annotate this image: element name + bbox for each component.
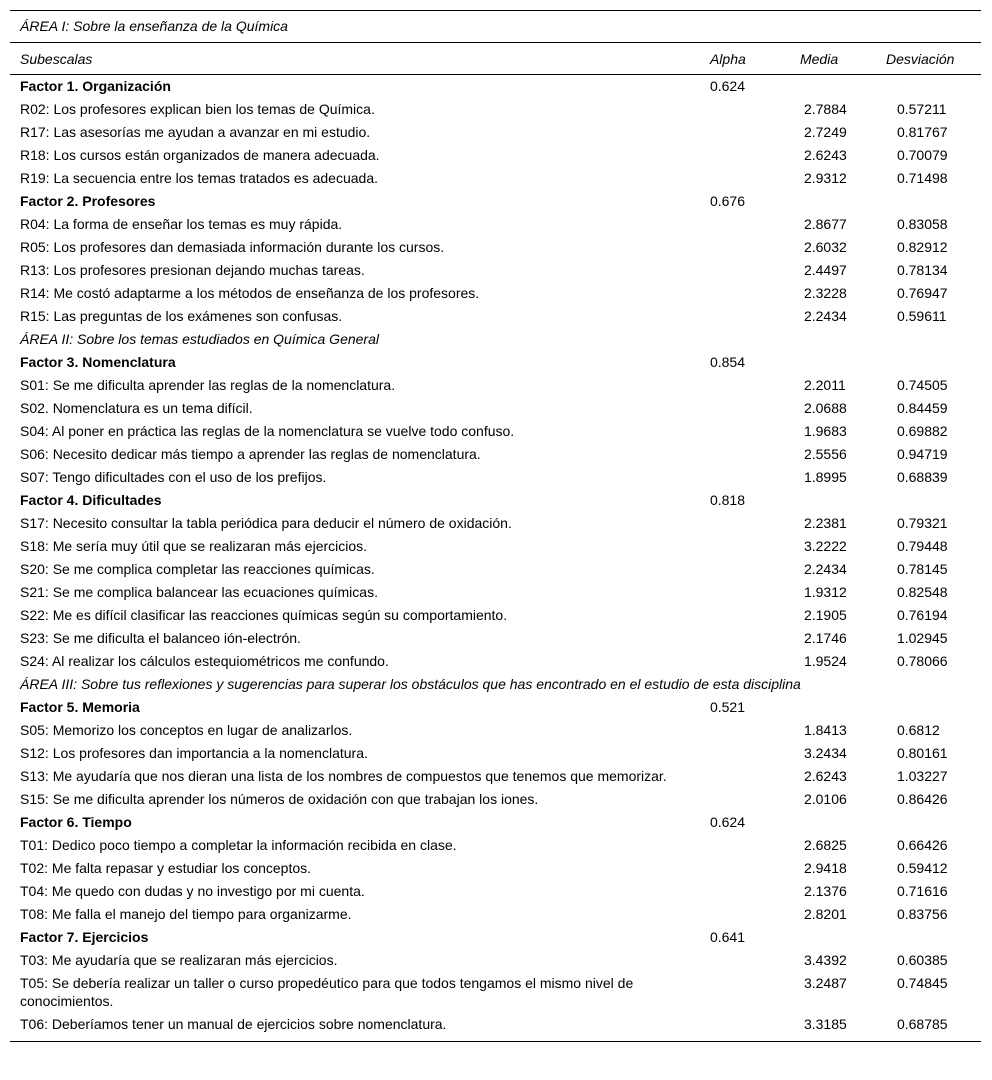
item-row [10, 535, 981, 558]
desv-value [886, 190, 981, 213]
factor-row [10, 811, 981, 834]
desv-value: 0.78145 [896, 561, 948, 577]
item-row [10, 650, 981, 673]
media-value: 2.2381 [803, 515, 847, 531]
item-row [10, 903, 981, 926]
desv-value: 0.86426 [896, 791, 948, 807]
alpha-value [710, 788, 800, 811]
alpha-value [710, 443, 800, 466]
alpha-value [710, 167, 800, 190]
desv-value: 0.94719 [896, 446, 948, 462]
desv-value [886, 926, 981, 949]
table-title: ÁREA I: Sobre la enseñanza de la Química [10, 11, 981, 43]
item-row [10, 765, 981, 788]
media-value [800, 489, 886, 512]
factor-row [10, 351, 981, 374]
media-value: 3.2434 [803, 745, 847, 761]
alpha-value [710, 535, 800, 558]
desv-value: 0.79321 [896, 515, 948, 531]
item-label: S13: Me ayudaría que nos dieran una lista de los nombres de compuestos que tenemos que memorizar. [20, 768, 667, 784]
item-row [10, 558, 981, 581]
desv-value: 0.70079 [896, 147, 948, 163]
media-value: 1.9524 [803, 653, 847, 669]
desv-value: 0.68785 [886, 1013, 981, 1042]
media-value: 2.6243 [803, 147, 847, 163]
alpha-value [710, 98, 800, 121]
desv-value: 1.02945 [896, 630, 948, 646]
desv-value: 0.78134 [896, 262, 948, 278]
alpha-value [710, 374, 800, 397]
alpha-value [710, 121, 800, 144]
factor-row [10, 489, 981, 512]
alpha-value [710, 834, 800, 857]
desv-value: 0.82548 [896, 584, 948, 600]
item-label: R18: Los cursos están organizados de manera adecuada. [20, 147, 380, 163]
item-row [10, 259, 981, 282]
media-value [800, 351, 886, 374]
desv-value: 0.66426 [896, 837, 948, 853]
media-value: 2.7884 [803, 101, 847, 117]
alpha-value [710, 558, 800, 581]
desv-value: 0.84459 [896, 400, 948, 416]
media-value: 2.6243 [803, 768, 847, 784]
factor-row [10, 190, 981, 213]
item-row [10, 236, 981, 259]
media-value: 2.9312 [803, 170, 847, 186]
desv-value: 0.78066 [896, 653, 948, 669]
media-value: 2.2011 [803, 377, 846, 393]
item-label: S20: Se me complica completar las reacciones químicas. [20, 561, 375, 577]
alpha-value [710, 903, 800, 926]
alpha-value: 0.624 [709, 814, 746, 830]
item-label: S24: Al realizar los cálculos estequiométricos me confundo. [20, 653, 389, 669]
item-label: S12: Los profesores dan importancia a la nomenclatura. [20, 745, 368, 761]
item-row [10, 420, 981, 443]
item-label: T06: Deberíamos tener un manual de ejercicios sobre nomenclatura. [10, 1013, 710, 1042]
media-value: 1.9683 [803, 423, 847, 439]
item-label: T03: Me ayudaría que se realizaran más ejercicios. [20, 952, 338, 968]
alpha-value [710, 650, 800, 673]
media-value [800, 811, 886, 834]
desv-value: 0.80161 [896, 745, 948, 761]
header-media: Media [800, 43, 886, 75]
item-label: T04: Me quedo con dudas y no investigo por mi cuenta. [20, 883, 365, 899]
alpha-value [710, 857, 800, 880]
desv-value: 0.6812 [896, 722, 940, 738]
media-value: 3.3185 [800, 1013, 886, 1042]
alpha-value [710, 581, 800, 604]
item-label: R15: Las preguntas de los exámenes son confusas. [20, 308, 343, 324]
factor-label: Factor 5. Memoria [20, 699, 140, 715]
alpha-value: 0.641 [709, 929, 746, 945]
desv-value: 0.76194 [896, 607, 948, 623]
desv-value [886, 696, 981, 719]
media-value: 2.8201 [803, 906, 847, 922]
media-value: 1.8413 [803, 722, 847, 738]
item-row [10, 581, 981, 604]
media-value: 2.8677 [803, 216, 847, 232]
media-value: 2.1746 [803, 630, 847, 646]
item-label: T05: Se debería realizar un taller o curso propedéutico para que todos tengamos el mismo nivel de conocimientos. [20, 975, 634, 1009]
media-value: 2.4497 [803, 262, 847, 278]
item-row [10, 443, 981, 466]
alpha-value [710, 305, 800, 328]
desv-value: 0.59412 [896, 860, 948, 876]
item-row [10, 512, 981, 535]
item-label: R04: La forma de enseñar los temas es muy rápida. [20, 216, 343, 232]
alpha-value [710, 1013, 800, 1042]
desv-value: 0.79448 [896, 538, 948, 554]
item-label: S23: Se me dificulta el balanceo ión-electrón. [20, 630, 301, 646]
item-label: S18: Me sería muy útil que se realizaran más ejercicios. [20, 538, 368, 554]
desv-value: 1.03227 [896, 768, 948, 784]
header-alpha: Alpha [710, 43, 800, 75]
header-row [10, 43, 981, 75]
alpha-value: 0.624 [709, 78, 746, 94]
alpha-value: 0.676 [709, 193, 746, 209]
desv-value: 0.69882 [896, 423, 948, 439]
alpha-value [710, 282, 800, 305]
item-row [10, 1013, 981, 1042]
desv-value: 0.71616 [896, 883, 948, 899]
factor-label: Factor 2. Profesores [20, 193, 156, 209]
item-row [10, 282, 981, 305]
item-row [10, 466, 981, 489]
alpha-value [710, 236, 800, 259]
item-row [10, 834, 981, 857]
alpha-value [710, 512, 800, 535]
desv-value: 0.81767 [896, 124, 948, 140]
factor-row [10, 696, 981, 719]
item-label: R17: Las asesorías me ayudan a avanzar en mi estudio. [20, 124, 371, 140]
alpha-value [710, 466, 800, 489]
media-value: 3.2222 [803, 538, 847, 554]
media-value: 2.5556 [803, 446, 847, 462]
media-value: 1.8995 [803, 469, 847, 485]
alpha-value [710, 765, 800, 788]
media-value: 1.9312 [803, 584, 847, 600]
alpha-value [710, 627, 800, 650]
factor-label: Factor 4. Dificultades [20, 492, 162, 508]
item-label: S04: Al poner en práctica las reglas de la nomenclatura se vuelve todo confuso. [20, 423, 515, 439]
item-row [10, 213, 981, 236]
item-label: S02. Nomenclatura es un tema difícil. [20, 400, 253, 416]
results-table [10, 10, 981, 1042]
item-label: S05: Memorizo los conceptos en lugar de analizarlos. [20, 722, 353, 738]
media-value: 2.7249 [803, 124, 847, 140]
media-value: 2.2434 [803, 308, 847, 324]
alpha-value [710, 213, 800, 236]
desv-value [886, 75, 981, 99]
media-value: 2.3228 [803, 285, 847, 301]
media-value [800, 696, 886, 719]
item-label: S17: Necesito consultar la tabla periódica para deducir el número de oxidación. [20, 515, 512, 531]
alpha-value [710, 420, 800, 443]
item-label: R05: Los profesores dan demasiada información durante los cursos. [20, 239, 445, 255]
item-row [10, 788, 981, 811]
results-table-container [10, 10, 981, 1042]
media-value: 2.9418 [803, 860, 847, 876]
item-label: R13: Los profesores presionan dejando muchas tareas. [20, 262, 365, 278]
item-label: S22: Me es difícil clasificar las reacciones químicas según su comportamiento. [20, 607, 508, 623]
item-label: T02: Me falta repasar y estudiar los conceptos. [20, 860, 312, 876]
desv-value: 0.68839 [896, 469, 948, 485]
item-row [10, 604, 981, 627]
media-value: 2.6825 [803, 837, 847, 853]
item-row [10, 857, 981, 880]
factor-label: Factor 3. Nomenclatura [20, 354, 176, 370]
item-row [10, 305, 981, 328]
media-value [800, 190, 886, 213]
item-label: R02: Los profesores explican bien los temas de Química. [20, 101, 375, 117]
desv-value: 0.76947 [896, 285, 948, 301]
desv-value: 0.83756 [896, 906, 948, 922]
item-label: S21: Se me complica balancear las ecuaciones químicas. [20, 584, 378, 600]
alpha-value [710, 397, 800, 420]
item-row [10, 627, 981, 650]
item-row [10, 972, 981, 1013]
item-label: R14: Me costó adaptarme a los métodos de enseñanza de los profesores. [20, 285, 480, 301]
media-value: 2.0688 [803, 400, 847, 416]
desv-value [886, 489, 981, 512]
alpha-value [710, 604, 800, 627]
desv-value [886, 811, 981, 834]
factor-label: Factor 6. Tiempo [20, 814, 132, 830]
alpha-value [710, 719, 800, 742]
media-value: 2.1376 [803, 883, 847, 899]
alpha-value [710, 742, 800, 765]
alpha-value [710, 144, 800, 167]
media-value [800, 75, 886, 99]
desv-value: 0.57211 [896, 101, 947, 117]
item-row [10, 167, 981, 190]
desv-value: 0.74845 [896, 975, 948, 991]
item-label: S07: Tengo dificultades con el uso de los prefijos. [20, 469, 327, 485]
item-label: T08: Me falla el manejo del tiempo para organizarme. [20, 906, 352, 922]
media-value: 3.2487 [803, 975, 847, 991]
item-label: S06: Necesito dedicar más tiempo a aprender las reglas de nomenclatura. [20, 446, 481, 462]
factor-label: Factor 7. Ejercicios [20, 929, 149, 945]
desv-value: 0.71498 [896, 170, 948, 186]
header-desv: Desviación [886, 43, 981, 75]
item-row [10, 121, 981, 144]
header-subscale: Subescalas [10, 43, 710, 75]
area-row [10, 673, 981, 696]
media-value: 2.1905 [803, 607, 847, 623]
alpha-value [710, 972, 800, 1013]
item-label: S01: Se me dificulta aprender las reglas de la nomenclatura. [20, 377, 396, 393]
factor-label: Factor 1. Organización [20, 78, 171, 94]
media-value: 2.6032 [803, 239, 847, 255]
table-title-row [10, 11, 981, 43]
alpha-value: 0.521 [709, 699, 746, 715]
desv-value [886, 351, 981, 374]
media-value: 2.2434 [803, 561, 847, 577]
item-row [10, 144, 981, 167]
table-body [10, 75, 981, 1042]
area-heading: ÁREA II: Sobre los temas estudiados en Química General [20, 331, 379, 347]
alpha-value: 0.818 [709, 492, 746, 508]
area-row [10, 328, 981, 351]
item-row [10, 397, 981, 420]
item-row [10, 949, 981, 972]
desv-value: 0.82912 [896, 239, 948, 255]
media-value [800, 926, 886, 949]
desv-value: 0.59611 [896, 308, 947, 324]
factor-row [10, 75, 981, 99]
area-heading: ÁREA III: Sobre tus reflexiones y sugerencias para superar los obstáculos que has encontrado en el estudio de esta disciplina [20, 676, 801, 692]
alpha-value: 0.854 [709, 354, 746, 370]
item-label: S15: Se me dificulta aprender los números de oxidación con que trabajan los iones. [20, 791, 539, 807]
media-value: 2.0106 [803, 791, 847, 807]
desv-value: 0.74505 [896, 377, 948, 393]
factor-row [10, 926, 981, 949]
alpha-value [710, 949, 800, 972]
item-row [10, 374, 981, 397]
item-row [10, 98, 981, 121]
alpha-value [710, 880, 800, 903]
desv-value: 0.60385 [896, 952, 948, 968]
item-label: T01: Dedico poco tiempo a completar la información recibida en clase. [20, 837, 457, 853]
alpha-value [710, 259, 800, 282]
item-row [10, 880, 981, 903]
item-label: R19: La secuencia entre los temas tratados es adecuada. [20, 170, 378, 186]
item-row [10, 742, 981, 765]
media-value: 3.4392 [803, 952, 847, 968]
item-row [10, 719, 981, 742]
desv-value: 0.83058 [896, 216, 948, 232]
